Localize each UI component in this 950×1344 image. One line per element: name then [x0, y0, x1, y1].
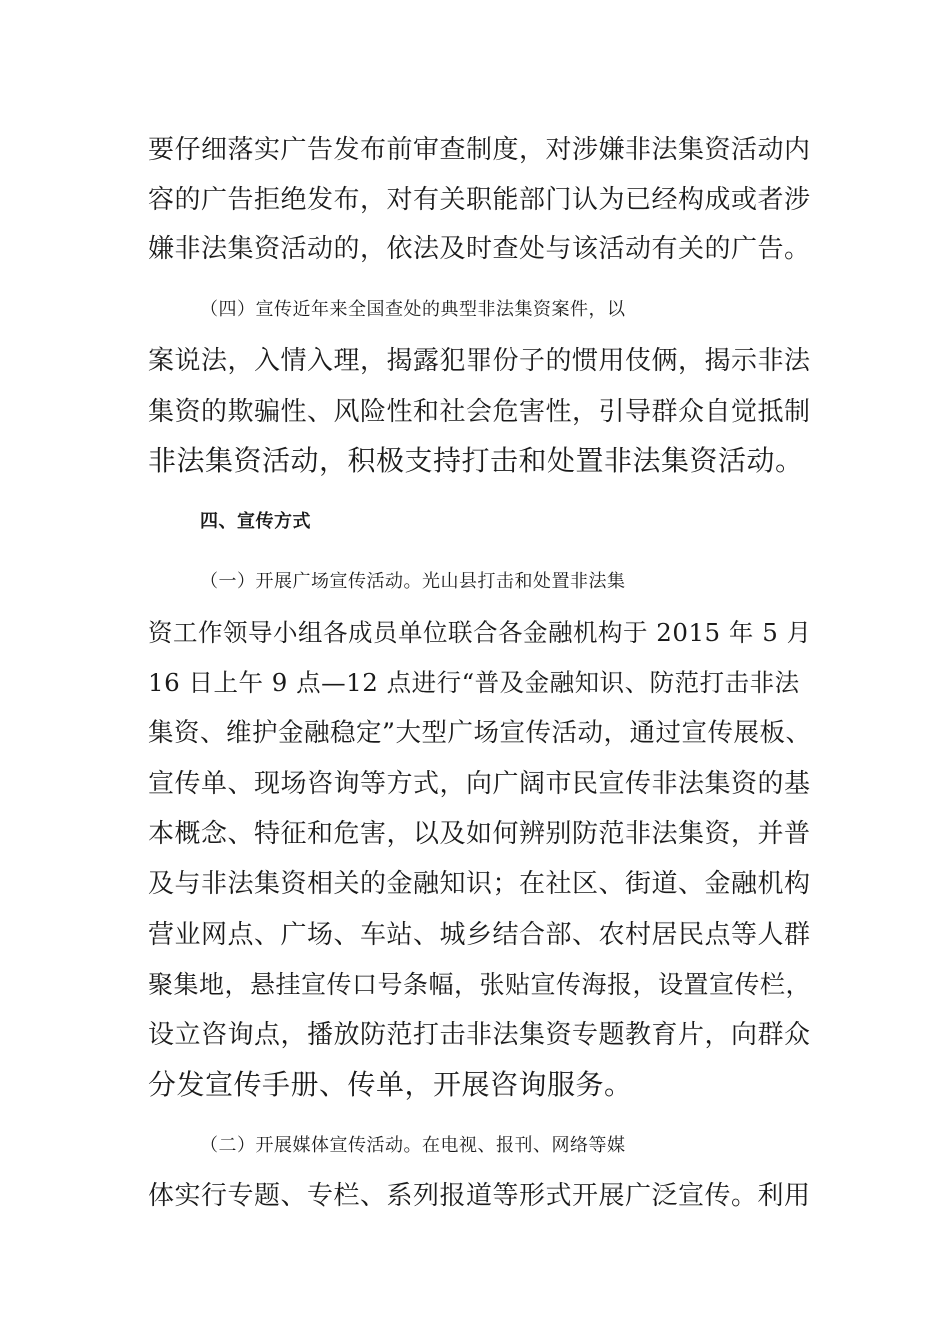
text-line: 宣传单、现场咨询等方式，向广阔市民宣传非法集资的基 [148, 769, 811, 799]
text-line: 体实行专题、专栏、系列报道等形式开展广泛宣传。利用 [148, 1181, 811, 1211]
text-line: 非法集资活动，积极支持打击和处置非法集资活动。 [148, 444, 804, 477]
text-line: 及与非法集资相关的金融知识；在社区、街道、金融机构 [148, 869, 811, 899]
text-line: 要仔细落实广告发布前审查制度，对涉嫌非法集资活动内 [148, 135, 811, 165]
text-line: 集资的欺骗性、风险性和社会危害性，引导群众自觉抵制 [148, 397, 811, 427]
paragraph-first-line: （二）开展媒体宣传活动。在电视、报刊、网络等媒 [200, 1135, 626, 1156]
paragraph-first-line: （四）宣传近年来全国查处的典型非法集资案件，以 [200, 299, 626, 320]
text-line: 容的广告拒绝发布，对有关职能部门认为已经构成或者涉 [148, 185, 811, 215]
text-line: 集资、维护金融稳定”大型广场宣传活动，通过宣传展板、 [148, 718, 812, 748]
text-line: 聚集地，悬挂宣传口号条幅，张贴宣传海报，设置宣传栏， [148, 970, 812, 999]
section-heading: 四、宣传方式 [200, 511, 311, 532]
text-line: 营业网点、广场、车站、城乡结合部、农村居民点等人群 [148, 920, 811, 950]
text-line: 本概念、特征和危害，以及如何辨别防范非法集资，并普 [148, 819, 811, 849]
text-line: 分发宣传手册、传单，开展咨询服务。 [148, 1068, 633, 1101]
paragraph-first-line: （一）开展广场宣传活动。光山县打击和处置非法集 [200, 571, 626, 592]
text-line: 16 日上午 9 点—12 点进行“普及金融知识、防范打击非法 [148, 668, 800, 697]
text-line: 设立咨询点，播放防范打击非法集资专题教育片，向群众 [148, 1020, 811, 1050]
text-line: 资工作领导小组各成员单位联合各金融机构于 2015 年 5 月 [148, 618, 812, 647]
text-line: 嫌非法集资活动的，依法及时查处与该活动有关的广告。 [148, 234, 811, 264]
text-line: 案说法，入情入理，揭露犯罪份子的惯用伎俩，揭示非法 [148, 346, 811, 376]
